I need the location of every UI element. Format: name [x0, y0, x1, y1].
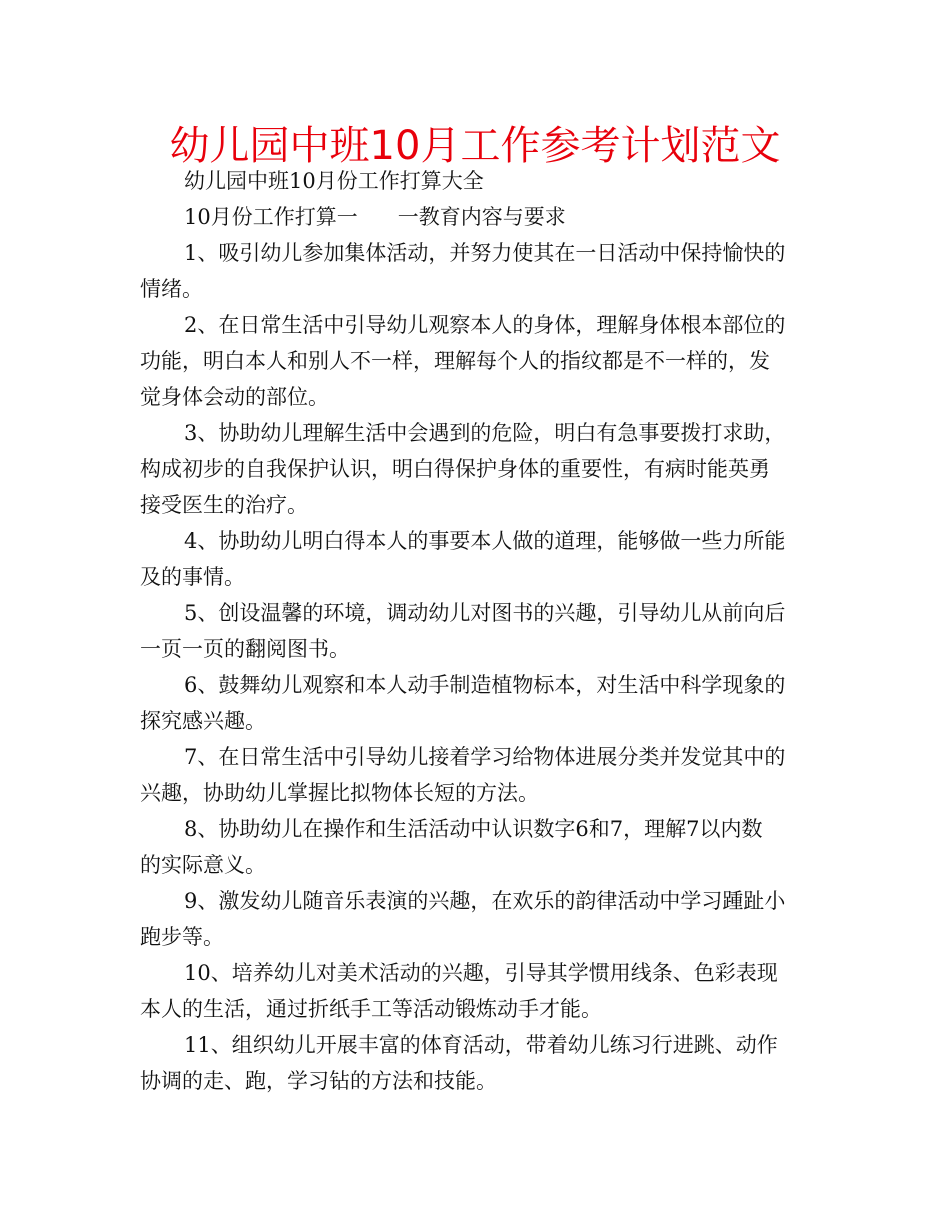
paragraph-line: 觉身体会动的部位。 — [140, 385, 329, 409]
paragraph-line: 11、组织幼儿开展丰富的体育活动，带着幼儿练习行进跳、动作 — [184, 1033, 778, 1057]
paragraph-list — [140, 235, 812, 1099]
paragraph-line: 及的事情。 — [140, 565, 245, 589]
paragraph-line: 10、培养幼儿对美术活动的兴趣，引导其学惯用线条、色彩表现 — [184, 961, 778, 985]
paragraph-line: 接受医生的治疗。 — [140, 493, 308, 517]
paragraph-line: 跑步等。 — [140, 925, 224, 949]
paragraph-line: 8、协助幼儿在操作和生活活动中认识数字6和7，理解7以内数 — [184, 817, 763, 841]
paragraph-6 — [140, 667, 812, 739]
paragraph-line: 本人的生活，通过折纸手工等活动锻炼动手才能。 — [140, 997, 602, 1021]
paragraph-line: 情绪。 — [140, 277, 203, 301]
paragraph-11 — [140, 1027, 812, 1099]
paragraph-line: 5、创设温馨的环境，调动幼儿对图书的兴趣，引导幼儿从前向后 — [184, 601, 786, 625]
paragraph-3 — [140, 415, 812, 523]
paragraph-line: 的实际意义。 — [140, 853, 266, 877]
paragraph-2 — [140, 307, 812, 415]
paragraph-line: 1、吸引幼儿参加集体活动，并努力使其在一日活动中保持愉快的 — [184, 241, 786, 265]
paragraph-10 — [140, 955, 812, 1027]
paragraph-8 — [140, 811, 812, 883]
paragraph-9 — [140, 883, 812, 955]
paragraph-line: 兴趣，协助幼儿掌握比拟物体长短的方法。 — [140, 781, 539, 805]
paragraph-line: 一页一页的翻阅图书。 — [140, 637, 350, 661]
paragraph-5 — [140, 595, 812, 667]
paragraph-line: 3、协助幼儿理解生活中会遇到的危险，明白有急事要拨打求助， — [184, 421, 786, 445]
paragraph-line: 4、协助幼儿明白得本人的事要本人做的道理，能够做一些力所能 — [184, 529, 786, 553]
paragraph-line: 2、在日常生活中引导幼儿观察本人的身体，理解身体根本部位的 — [184, 313, 786, 337]
paragraph-line: 构成初步的自我保护认识，明白得保护身体的重要性，有病时能英勇 — [140, 457, 770, 481]
document-subtitle: 幼儿园中班10月份工作打算大全 — [184, 169, 484, 193]
document-title: 幼儿园中班10月工作参考计划范文 — [169, 123, 781, 169]
paragraph-line: 7、在日常生活中引导幼儿接着学习给物体进展分类并发觉其中的 — [184, 745, 786, 769]
paragraph-7 — [140, 739, 812, 811]
document-body — [140, 163, 812, 1099]
paragraph-line: 功能，明白本人和别人不一样，理解每个人的指纹都是不一样的，发 — [140, 349, 770, 373]
paragraph-line: 探究感兴趣。 — [140, 709, 266, 733]
paragraph-line: 6、鼓舞幼儿观察和本人动手制造植物标本，对生活中科学现象的 — [184, 673, 786, 697]
paragraph-line: 9、激发幼儿随音乐表演的兴趣，在欢乐的韵律活动中学习踵趾小 — [184, 889, 786, 913]
paragraph-line: 协调的走、跑，学习钻的方法和技能。 — [140, 1069, 497, 1093]
section-heading-right: 一教育内容与要求 — [397, 205, 566, 229]
section-heading-left: 10月份工作打算一 — [184, 205, 358, 229]
paragraph-4 — [140, 523, 812, 595]
paragraph-1 — [140, 235, 812, 307]
section-heading — [140, 199, 812, 235]
